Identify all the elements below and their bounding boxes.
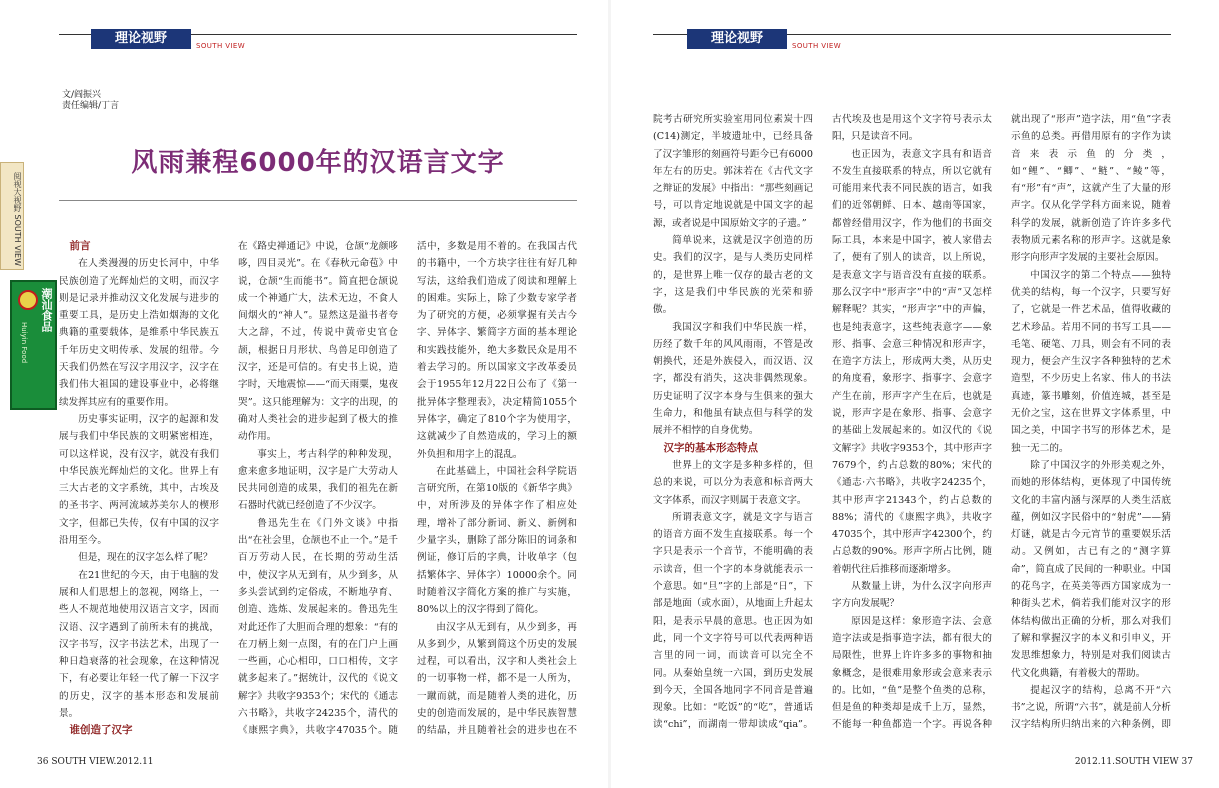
paragraph: 在此基础上，中国社会科学院语言研究所，在第10版的《新华字典》中，对所涉及的异体字作了相应处理，增补了部分新词、新义、新例和少量字头，删除了部分陈旧的词条和例证，修订后的字典，计收单字（包括繁体字、异体字）10000余个。同时随着汉字简化方案的推广与实施，80%以上的汉字得到了简化。 [417,465,577,616]
paragraph-continued: 在《路史禅通记》中说，仓颉“龙颜哆哆，四目灵光”。在《春秋元命苞》中说，仓颉“生而能书”。简直把仓颉说成一个神通广大，法术无边，不食人间烟火的“神人”。显然这是溢书者夸大之辞，不过，传说中黄帝史官仓颉，根据日月形状、鸟兽足印创造了汉字，还是可信的。有史书上说，造字时，天地震惊——“而天雨粟，鬼夜哭”。这只能理解为：文字的出现，的确对人类社会的进步起到了极大的推动作用。 [238,241,398,443]
column-3 [417,238,577,736]
paragraph: 原因是这样：象形造字法、会意造字法或是指事造字法，都有很大的局限性，世界上许许多多的事物和抽象概念，是很难用象形或会意来表示的。比如，“鱼”是整个鱼类的总称，但是鱼的种类却是成千上万，显然，不能每一种鱼都造一个字。再说各种 [832,615,992,731]
section-subtag: SOUTH VIEW [196,42,246,50]
paragraph: 历史事实证明，汉字的起源和发展与我们中华民族的文明紧密相连，可以这样说，没有汉字，就没有我们中华民族光辉灿烂的文化。世界上有三大古老的文字系统，其中，古埃及的圣书字、两河流域苏美尔人的楔形文字，但都已失传，仅有中国的汉字沿用至今。 [59,413,219,547]
article-columns [653,111,1171,736]
ad-text: 潮汕食品 [40,288,53,332]
paragraph: 在21世纪的今天，由于电脑的发展和人们思想上的忽视，网络上，一些人不规范地使用汉语言文字，因而汉语、汉字遇到了前所未有的挑战，汉字书写，汉字书法艺术，出现了一种日趋衰落的社会现象，在这种情况下，有必要让年轻一代了解一下汉字的历史，汉字的基本形态和发展前景。 [59,569,219,720]
paragraph: 鲁迅先生在《门外文谈》中指出“在社会里，仓颉也不止一个。”是千百万劳动人民，在长期的劳动生活中，使汉字从无到有，从少到多，从多头尝试到约定俗成，不断地孕育、创造、选炼、发展起来的。鲁迅先生对此还作了大胆而合理的想象：“有的在刀柄上刻一点图，有的在门户上画一些画，心心相印，口口相传，文字就多起来了。”据统计，汉代的《说文解字》共收字9353个；宋代的《通志六书略》，共收字24235个，清代的《康熙字典》，共收字47035个。随 [238,517,398,736]
page-footer: 2012.11.SOUTH VIEW 37 [1074,757,1193,767]
right-page [653,24,1193,767]
paragraph: 在人类漫漫的历史长河中，中华民族创造了光辉灿烂的文明，而汉字则是记录并推动汉文化发展与进步的重要工具，是历史上浩如烟海的文化典籍的重要载体，是维系中华民族五千年历史文明传承、发展的纽带。今天我们仍然在写汉字用汉字，汉字在我们伟大祖国的建设事业中，必将继续发挥其应有的重要作用。 [59,258,219,408]
column-2 [832,111,992,736]
paragraph-continued: 院考古研究所实验室用同位素炭十四(C14)测定，半坡遗址中，已经具备了汉字雏形的刻画符号距今已有6000年左右的历史。郭沫若在《古代文字之辩证的发展》中指出：“那些刻画记号，可以肯定地说就是中国文字的起源，或者说是中国原始文字的子遗。” [653,114,813,229]
paragraph: 从数量上讲，为什么汉字向形声字方向发展呢？ [832,581,992,610]
section-subtag: SOUTH VIEW [792,42,842,50]
paragraph: 简单说来，这就是汉字创造的历史。我们的汉字，是与人类历史同样的，是世界上唯一仅存的最古老的文字，这是我们中华民族的光荣和骄傲。 [653,235,813,316]
ad-logo-icon [18,290,38,310]
paragraph-continued: 就出现了“形声”造字法，用“鱼”字表示鱼的总类。再借用原有的字作为读音来表示鱼的分类，如“鲤”、“鲫”、“鲢”、“鲮”等，有“形”有“声”，这就产生了大量的形声字。仅从化学学科方面来说，随着科学的发展，就新创造了许许多多代表物质元素名称的形声字。这就是象形字向形声字发展的主要社会原因。 [1011,114,1171,264]
paragraph: 但是，现在的汉字怎么样了呢？ [78,552,213,564]
paragraph-continued: 活中，多数是用不着的。在我国古代的书籍中，一个方块字往往有好几种写法，这给我们造成了阅读和理解上的困难。实际上，除了少数专家学者为了研究的方便，必须掌握有关古今字、异体字、繁简字方面的基本理论和实践技能外，绝大多数民众是用不着去学习的。所以国家文字改革委员会于1955年12月22日公布了《第一批异体字整理表》，决定精简1055个异体字，确定了810个字为使用字，这就减少了自然造成的，学习上的额外负担和用字上的混乱。 [417,241,577,460]
side-tab: 阅视大视野 SOUTH VIEW [0,162,24,270]
paragraph: 我国汉字和我们中华民族一样，历经了数千年的风风雨雨，不管是改朝换代，还是外族侵入，而汉语、汉字，都没有消失，这决非偶然现象。历史证明了汉字本身与生俱来的强大生命力，和他虽有缺点但与科学的发展并不相悖的自身优势。 [653,321,813,437]
ad-subtext: Huiyin Food [20,322,28,364]
section-heading: 谁创造了汉字 [69,724,133,736]
title-divider [59,200,577,201]
paragraph: 提起汉字的结构，总离不开“六书”之说，所谓“六书”，就是前人分析汉字结构所归纳出来的六种条例，即 [1011,684,1171,731]
column-3 [1011,111,1171,736]
editor: 责任编辑/丁言 [62,101,120,111]
paragraph: 中国汉字的第二个特点——独特优美的结构，每一个汉字，只要写好了，它就是一件艺术品，值得收藏的艺术珍品。若用不同的书写工具——毛笔、硬笔、刀具，则会有不同的表现力，便会产生汉字各种独特的艺术造型，不少历史上名家、伟人的书法真迹，篆书雕刻，价值连城，甚至是无价之宝，这在世界文字体系里，中国之美，中国字书写的形体艺术，是独一无二的。 [1011,269,1171,454]
article-title: 风雨兼程6000年的汉语言文字 [131,148,505,178]
side-ad[interactable] [10,280,57,410]
paragraph: 所谓表意文字，就是文字与语言的语音方面不发生直接联系。每一个字只是表示一个音节，不能明确的表示读音，但一个字的本身就能表示一个意思。如“旦”字的上部是“日”，下部是地面（或水面），从地面上升起太阳，是表示早晨的意思。也正因为如此，同一个文字符号可以代表两种语言里的同一词，而读音可以完全不同。从秦始皇统一六国，到历史发展到今天，全国各地同字不同音是普遍现象。比如：“吃饭”的“吃”，普通话读“chi”，而湖南一带却读成“qia”。 [653,511,813,731]
page-spine [608,0,611,788]
section-heading: 前言 [69,240,91,252]
paragraph: 也正因为，表意文字具有和语音不发生直接联系的特点，所以它就有可能用来代表不同民族的语言，如我们的近邻朝鲜、日本、越南等国家，都曾经借用汉字，作为他们的书面交际工具，本来是中国字，被人家借去了，便有了别人的读音，以上所说，是表意文字与语音没有直接的联系。那么汉字中“形声字”中的“声”又怎样解释呢？其实，“形声字”中的声偏，也是纯表意字，这些纯表意字——象形、指事、会意三种情况和形声字，在造字方法上，形成两大类，从历史的角度看，象形字、指事字、会意字产生在前，形声字产生在后，也就是说，形声字是在象形、指事、会意字的基础上发展起来的。如汉代的《说文解字》共收字9353个，其中形声字7679个，约占总数的80%；宋代的《通志·六书略》，共收字24235个，其中形声字21343个，约占总数的88%；清代的《康熙字典》，共收字47035个，其中形声字42300个，约占总数的90%。形声字所占比例，随着朝代往后推移而逐渐增多。 [832,148,992,575]
column-1 [59,238,219,736]
paragraph: 事实上，考古科学的种种发现，愈来愈多地证明，汉字是广大劳动人民共同创造的成果，我们的祖先在新石器时代就已经创造了不少汉字。 [238,448,398,512]
section-heading: 汉字的基本形态特点 [663,441,758,454]
author: 文/阎振兴 [62,90,102,100]
section-tag: 理论视野 [91,29,191,49]
section-tag: 理论视野 [687,29,787,49]
paragraph: 世界上的文字是多种多样的，但总的来说，可以分为表意和标音两大文字体系，而汉字则属于表意文字。 [653,459,813,506]
byline [62,90,119,112]
page-footer: 36 SOUTH VIEW.2012.11 [37,757,154,767]
paragraph: 由汉字从无到有，从少到多，再从多到少，从繁到简这个历史的发展过程，可以看出，汉字和人类社会上的一切事物一样，都不是一人所为，一蹴而就，而是随着人类的进化，历史的创造而发展的，是中华民族智慧的结晶，并且随着社会的进步也在不 [417,621,577,736]
paragraph: 除了中国汉字的外形美观之外，而她的形体结构，更体现了中国传统文化的丰富内涵与深厚的人类生活底蕴，例如汉字民俗中的“射虎”——猜灯谜，就是古今元宵节的重要娱乐活动。又例如，古已有之的“测字算命”，简直成了民间的一种职业。中国的花鸟字，在英美等西方国家成为一种街头艺术，倘若我们能对汉字的形体结构做出正确的分析，那么对我们了解和掌握汉字的本义和引申义，开发思维想象力，特别是对我们阅读古代文化典籍，有着极大的帮助。 [1011,459,1171,679]
article-columns [59,238,577,736]
column-2 [238,238,398,736]
paragraph-continued: 古代埃及也是用这个文字符号表示太阳，只是读音不同。 [832,114,992,143]
column-1 [653,111,813,736]
